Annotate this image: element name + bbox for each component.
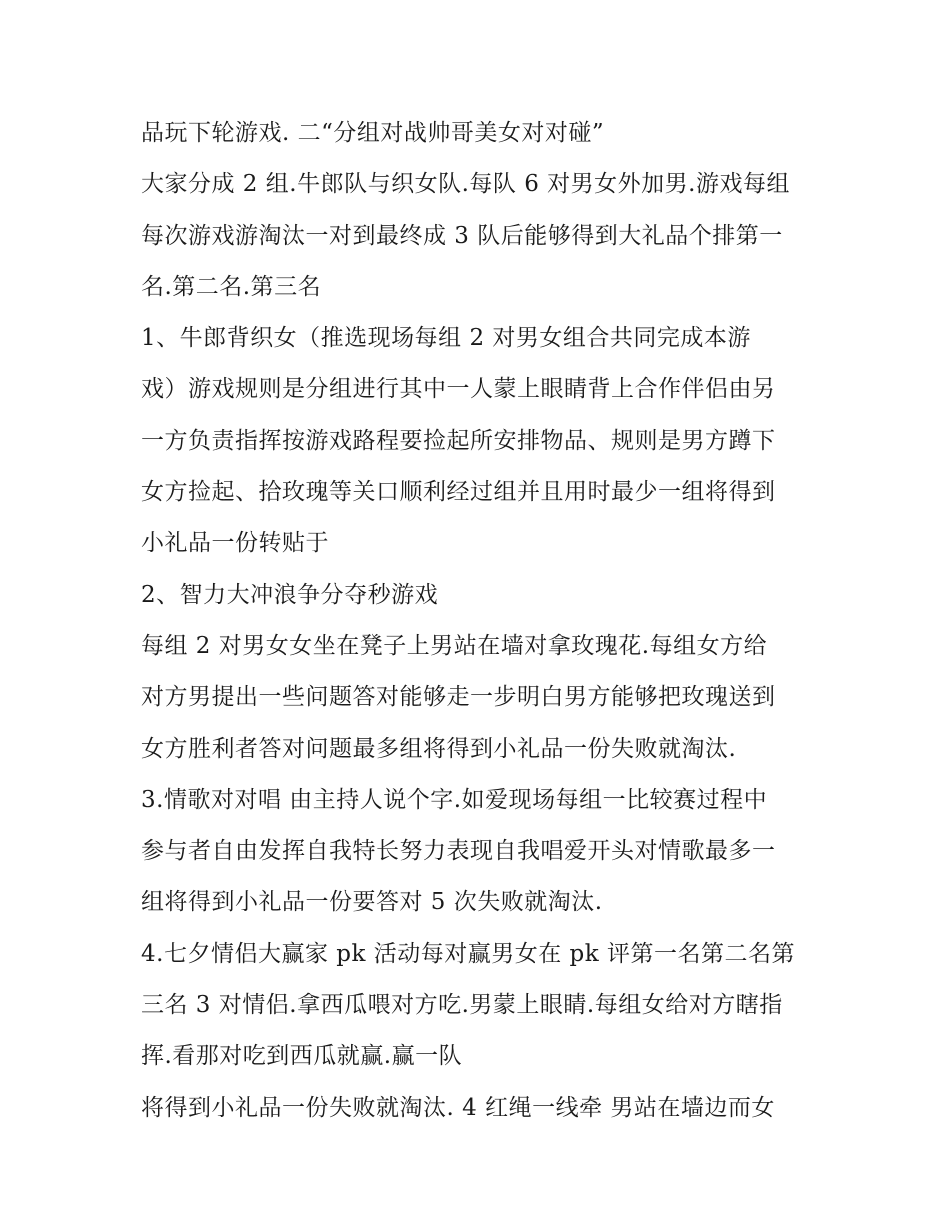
text-line: 大家分成 2 组.牛郎队与织女队.每队 6 对男女外加男.游戏每组 [141, 171, 790, 198]
text-line: 将得到小礼品一份失败就淘汰. 4 红绳一线牵 男站在墙边而女 [141, 1094, 775, 1121]
text-line: 参与者自由发挥自我特长努力表现自我唱爱开头对情歌最多一 [141, 838, 776, 865]
text-line: 一方负责指挥按游戏路程要捡起所安排物品、规则是男方蹲下 [141, 427, 776, 454]
text-line: 2、智力大冲浪争分夺秒游戏 [141, 581, 439, 608]
document-body [141, 108, 821, 1134]
text-line: 每次游戏游淘汰一对到最终成 3 队后能够得到大礼品个排第一 [141, 222, 783, 249]
text-line: 品玩下轮游戏. 二“分组对战帅哥美女对对碰” [141, 120, 605, 146]
text-line: 每组 2 对男女女坐在凳子上男站在墙对拿玫瑰花.每组女方给 [141, 632, 768, 659]
text-line: 挥.看那对吃到西瓜就赢.赢一队 [141, 1043, 463, 1070]
text-line: 女方捡起、拾玫瑰等关口顺利经过组并且用时最少一组将得到 [141, 479, 776, 506]
text-line: 三名 3 对情侣.拿西瓜喂对方吃.男蒙上眼睛.每组女给对方瞎指 [141, 992, 783, 1019]
text-line: 名.第二名.第三名 [141, 273, 322, 300]
text-line: 小礼品一份转贴于 [141, 530, 329, 557]
text-line: 4.七夕情侣大赢家 pk 活动每对赢男女在 pk 评第一名第二名第 [141, 940, 796, 967]
text-line: 组将得到小礼品一份要答对 5 次失败就淘汰. [141, 889, 603, 916]
text-line: 戏）游戏规则是分组进行其中一人蒙上眼睛背上合作伴侣由另 [141, 376, 776, 403]
text-line: 女方胜利者答对问题最多组将得到小礼品一份失败就淘汰. [141, 735, 737, 762]
text-line: 对方男提出一些问题答对能够走一步明白男方能够把玫瑰送到 [141, 684, 776, 711]
text-line: 3.情歌对对唱 由主持人说个字.如爱现场每组一比较赛过程中 [141, 786, 768, 813]
text-line: 1、牛郎背织女（推选现场每组 2 对男女组合共同完成本游 [141, 325, 751, 352]
